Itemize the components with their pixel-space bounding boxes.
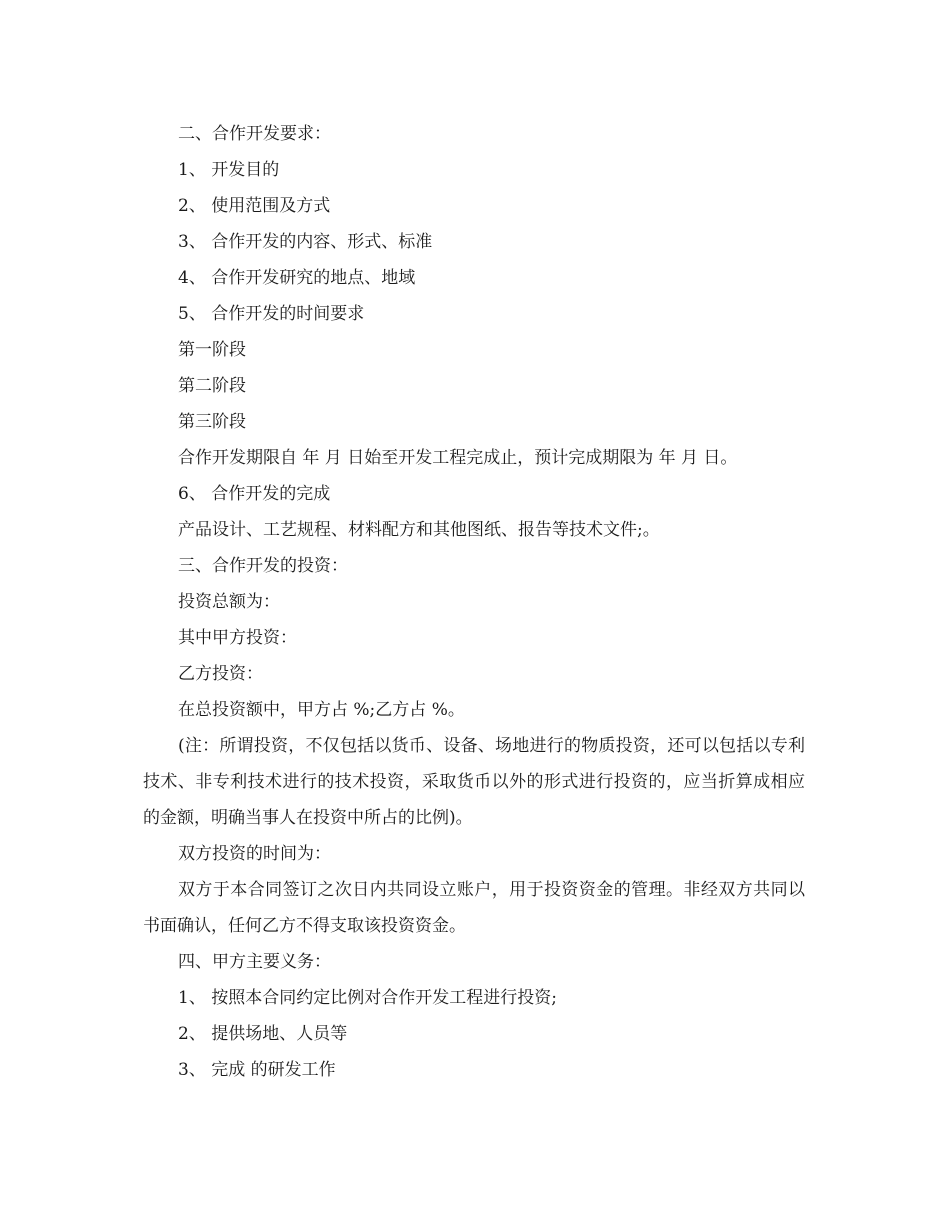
section-heading-requirements: 二、合作开发要求： — [178, 124, 331, 144]
investment-share-line: 在总投资额中，甲方占 %;乙方占 %。 — [178, 700, 465, 720]
list-item: 2、 提供场地、人员等 — [178, 1024, 348, 1044]
section-heading-party-a-obligations: 四、甲方主要义务： — [178, 952, 331, 972]
stage-line: 第二阶段 — [178, 376, 246, 396]
deliverables-line: 产品设计、工艺规程、材料配方和其他图纸、报告等技术文件;。 — [178, 520, 660, 540]
investment-line: 其中甲方投资： — [178, 628, 297, 648]
note-paragraph: (注：所谓投资，不仅包括以货币、设备、场地进行的物质投资，还可以包括以专利技术、非专利技术进行的技术投资，采取货币以外的形式进行投资的，应当折算成相应的金额，明确当事人在投资中所占的比例)。 — [143, 736, 805, 828]
list-item: 3、 完成 的研发工作 — [178, 1060, 336, 1080]
list-item: 1、 按照本合同约定比例对合作开发工程进行投资; — [178, 988, 557, 1008]
list-item: 4、 合作开发研究的地点、地域 — [178, 268, 416, 288]
term-line: 合作开发期限自 年 月 日始至开发工程完成止，预计完成期限为 年 月 日。 — [178, 448, 738, 468]
stage-line: 第一阶段 — [178, 340, 246, 360]
list-item: 3、 合作开发的内容、形式、标准 — [178, 232, 433, 252]
list-item: 2、 使用范围及方式 — [178, 196, 331, 216]
investment-line: 投资总额为： — [178, 592, 280, 612]
list-item: 5、 合作开发的时间要求 — [178, 304, 365, 324]
list-item: 1、 开发目的 — [178, 160, 280, 180]
investment-line: 乙方投资： — [178, 664, 263, 684]
investment-time-line: 双方投资的时间为： — [178, 844, 331, 864]
list-item: 6、 合作开发的完成 — [178, 484, 331, 504]
document-body — [143, 116, 805, 1088]
stage-line: 第三阶段 — [178, 412, 246, 432]
account-paragraph: 双方于本合同签订之次日内共同设立账户，用于投资资金的管理。非经双方共同以书面确认，任何乙方不得支取该投资资金。 — [143, 880, 805, 936]
section-heading-investment: 三、合作开发的投资： — [178, 556, 348, 576]
